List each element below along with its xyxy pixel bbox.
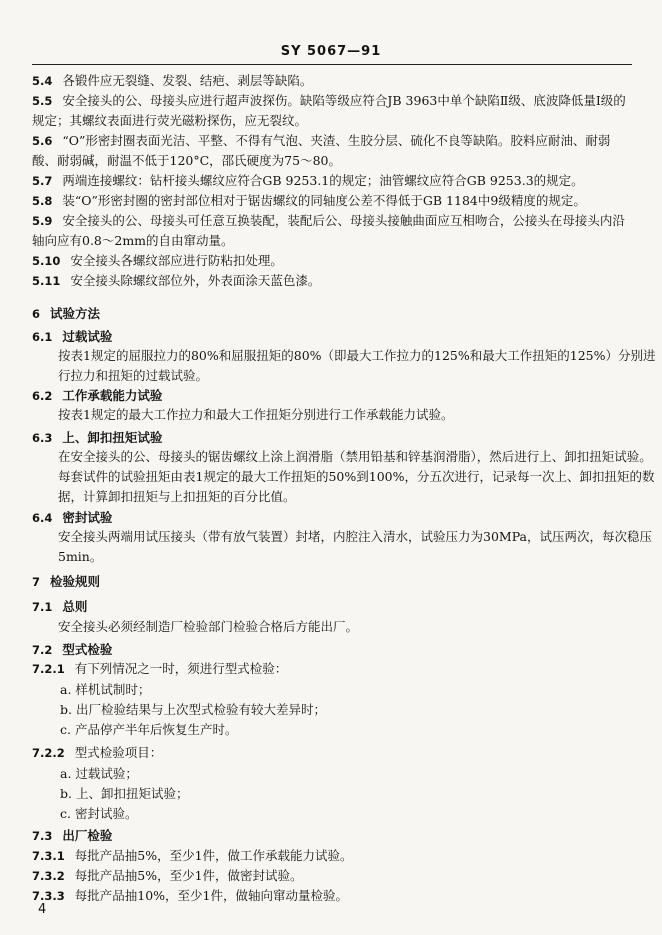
clause-7-1-body: 安全接头必须经制造厂检验部门检验合格后方能出厂。 (58, 619, 359, 634)
clause-number: 7.2.1 (32, 662, 65, 676)
section-6-heading (32, 304, 632, 324)
clause-title: 过载试验 (62, 329, 113, 344)
clause-number: 5.10 (32, 254, 61, 268)
clause-text: 每批产品抽5%，至少1件，做工作承载能力试验。 (74, 848, 353, 863)
clause-text: 各锻件应无裂缝、发裂、结疤、剥层等缺陷。 (62, 73, 313, 88)
clause-number: 7.2.2 (32, 746, 65, 760)
clause-text: 安全接头除螺纹部位外，外表面涂天蓝色漆。 (70, 273, 321, 288)
clause-5-10 (32, 251, 632, 271)
section-number: 6 (32, 307, 41, 321)
section-number: 7 (32, 575, 41, 589)
clause-6-3-body: 在安全接头的公、母接头的锯齿螺纹上涂上润滑脂（禁用铅基和锌基润滑脂），然后进行上、卸扣扭矩试验。每套试件的试验扭矩由表1规定的最大工作扭矩的50%到100%，分五次进行，记录每一次上、卸扣扭矩的数据，计算卸扣扭矩与上扣扭矩的百分比值。 (58, 449, 655, 504)
clause-number: 6.1 (32, 330, 53, 344)
clause-number: 6.2 (32, 389, 53, 403)
standard-code-header: SY 5067—91 (280, 44, 382, 59)
clause-number: 6.3 (32, 431, 53, 445)
clause-number: 6.4 (32, 511, 53, 525)
section-title: 试验方法 (50, 306, 101, 321)
clause-5-6 (32, 131, 632, 171)
clause-7-3-3 (32, 886, 632, 906)
page-number: 4 (38, 902, 47, 917)
clause-7-2-2 (32, 743, 632, 763)
clause-number: 7.1 (32, 600, 53, 614)
clause-number: 7.3 (32, 829, 53, 843)
clause-text: 安全接头的公、母接头可任意互换装配，装配后公、母接头接触曲面应互相吻合，公接头在母接头内沿轴向应有0.8～2mm的自由窜动量。 (32, 213, 625, 248)
clause-title: 出厂检验 (62, 828, 113, 843)
clause-5-7 (32, 171, 632, 191)
clause-5-9 (32, 211, 632, 251)
list-item: a. 过载试验； (60, 766, 138, 781)
clause-number: 7.3.1 (32, 849, 65, 863)
clause-5-8 (32, 191, 632, 211)
clause-6-4-heading (32, 508, 632, 528)
list-item: c. 产品停产半年后恢复生产时。 (60, 722, 238, 737)
clause-text: 有下列情况之一时，须进行型式检验： (74, 661, 288, 676)
list-item: b. 出厂检验结果与上次型式检验有较大差异时； (60, 702, 326, 717)
clause-title: 型式检验 (62, 642, 113, 657)
clause-text: 安全接头各螺纹部应进行防粘扣处理。 (70, 253, 283, 268)
clause-title: 密封试验 (62, 510, 113, 525)
list-item: c. 密封试验。 (60, 806, 138, 821)
section-title: 检验规则 (50, 574, 101, 589)
clause-number: 5.9 (32, 214, 53, 228)
clause-6-4-body: 安全接头两端用试压接头（带有放气装置）封堵，内腔注入清水，试验压力为30MPa，试压两次，每次稳压5min。 (58, 529, 653, 564)
list-item: b. 上、卸扣扭矩试验； (60, 786, 189, 801)
clause-7-1-heading (32, 597, 632, 617)
clause-title: 工作承载能力试验 (62, 388, 163, 403)
clause-7-3-1 (32, 846, 632, 866)
clause-6-1-body: 按表1规定的屈服拉力的80%和屈服扭矩的80%（即最大工作拉力的125%和最大工作扭矩的125%）分别进行拉力和扭矩的过载试验。 (58, 348, 656, 383)
clause-number: 5.4 (32, 74, 53, 88)
clause-number: 5.6 (32, 134, 53, 148)
clause-text: 安全接头的公、母接头应进行超声波探伤。缺陷等级应符合JB 3963中单个缺陷Ⅱ级、底波降低量Ⅰ级的规定；其螺纹表面进行荧光磁粉探伤，应无裂纹。 (32, 93, 626, 128)
clause-7-3-heading (32, 826, 632, 846)
clause-number: 7.3.3 (32, 889, 65, 903)
clause-5-5 (32, 91, 632, 131)
clause-text: 每批产品抽10%，至少1件，做轴向窜动量检验。 (74, 888, 348, 903)
header-rule (32, 64, 632, 65)
clause-title: 上、卸扣扭矩试验 (62, 430, 163, 445)
clause-text: 装“O”形密封圈的密封部位相对于锯齿螺纹的同轴度公差不得低于GB 1184中9级精度的规定。 (62, 193, 586, 208)
clause-6-2-heading (32, 386, 632, 406)
clause-number: 7.3.2 (32, 869, 65, 883)
clause-text: 每批产品抽5%，至少1件，做密封试验。 (74, 868, 303, 883)
clause-7-2-heading (32, 640, 632, 660)
clause-title: 总则 (62, 599, 88, 614)
clause-6-1-heading (32, 327, 632, 347)
clause-text: 两端连接螺纹：钻杆接头螺纹应符合GB 9253.1的规定；油管螺纹应符合GB 9253.3的规定。 (62, 173, 584, 188)
list-item: a. 样机试制时； (60, 682, 151, 697)
clause-number: 5.7 (32, 174, 53, 188)
clause-text: “O”形密封圈表面光洁、平整、不得有气泡、夹渣、生胶分层、硫化不良等缺陷。胶料应耐油、耐弱酸、耐弱碱，耐温不低于120°C，邵氏硬度为75～80。 (32, 133, 611, 168)
clause-6-3-heading (32, 428, 632, 448)
clause-7-2-1 (32, 659, 632, 679)
clause-6-2-body: 按表1规定的最大工作拉力和最大工作扭矩分别进行工作承载能力试验。 (58, 407, 454, 422)
clause-7-3-2 (32, 866, 632, 886)
clause-number: 5.5 (32, 94, 53, 108)
section-7-heading (32, 572, 632, 592)
clause-number: 5.8 (32, 194, 53, 208)
clause-5-4 (32, 71, 632, 91)
clause-number: 7.2 (32, 643, 53, 657)
clause-number: 5.11 (32, 274, 61, 288)
clause-5-11 (32, 271, 632, 291)
clause-text: 型式检验项目： (74, 745, 163, 760)
